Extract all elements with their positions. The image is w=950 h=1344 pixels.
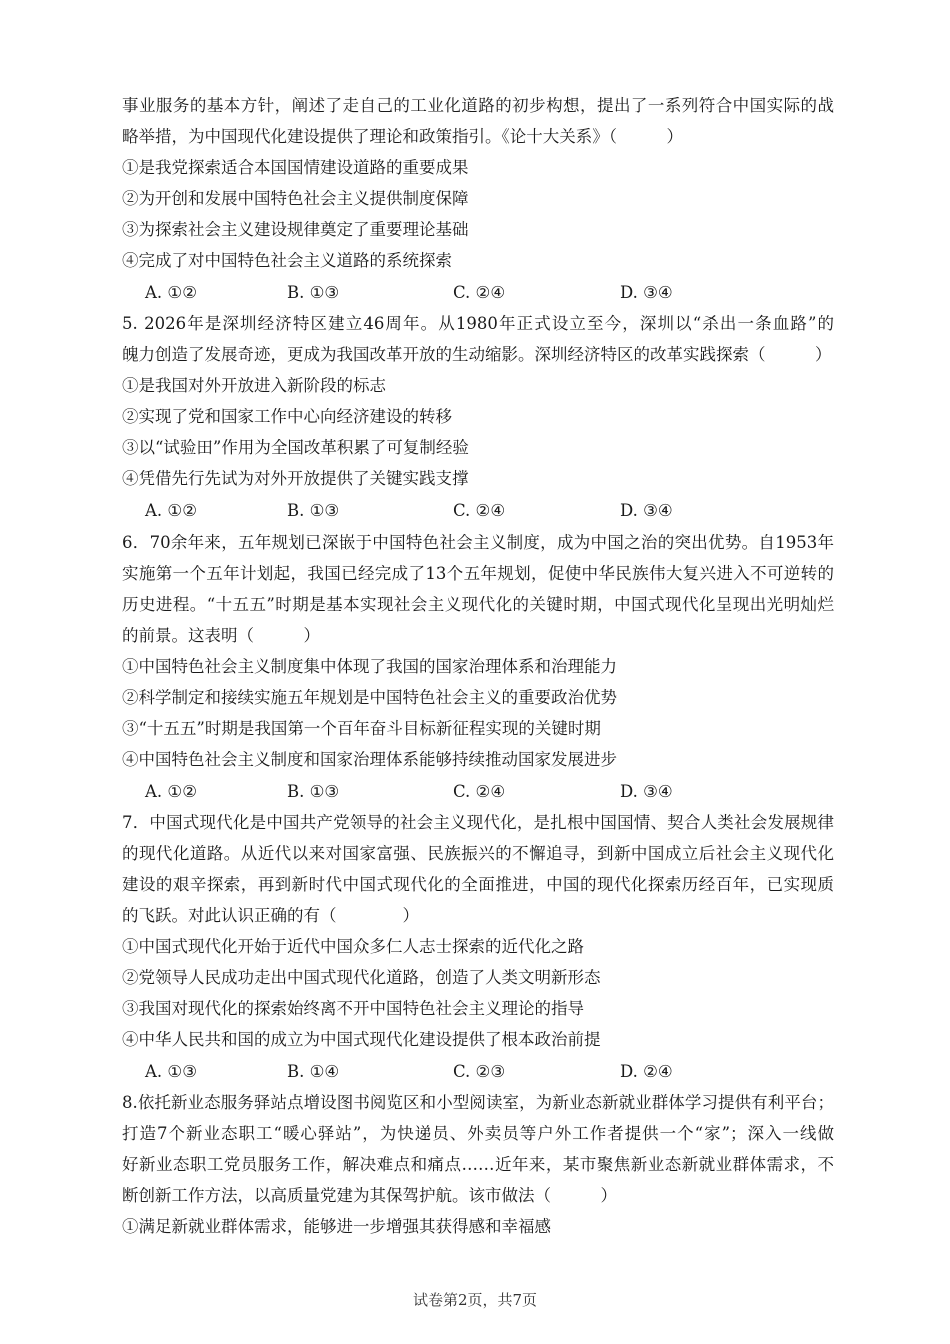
option-b: B. ①④ <box>287 1062 340 1081</box>
statement: ②为开创和发展中国特色社会主义提供制度保障 <box>122 189 469 208</box>
question-5-stem-line: 魄力创造了发展奇迹，更成为我国改革开放的生动缩影。深圳经济特区的改革实践探索（ ） <box>122 345 832 364</box>
option-a: A. ①② <box>145 782 197 801</box>
statement: ①满足新就业群体需求，能够进一步增强其获得感和幸福感 <box>122 1217 551 1236</box>
question-6-stem-line: 6．70余年来，五年规划已深嵌于中国特色社会主义制度，成为中国之治的突出优势。自1953年 <box>122 533 834 552</box>
question-6-stem-line: 历史进程。“十五五”时期是基本实现社会主义现代化的关键时期，中国式现代化呈现出光明灿烂 <box>122 595 834 614</box>
question-6-stem-line: 实施第一个五年计划起，我国已经完成了13个五年规划，促使中华民族伟大复兴进入不可逆转的 <box>122 564 834 583</box>
statement: ②党领导人民成功走出中国式现代化道路，创造了人类文明新形态 <box>122 968 601 987</box>
statement: ①中国式现代化开始于近代中国众多仁人志士探索的近代化之路 <box>122 937 584 956</box>
option-d: D. ③④ <box>620 283 673 302</box>
page-footer: 试卷第2页，共7页 <box>412 1291 538 1309</box>
question-7-stem-line: 建设的艰辛探索，再到新时代中国式现代化的全面推进，中国的现代化探索历经百年，已实现质 <box>122 875 834 894</box>
option-c: C. ②④ <box>453 782 506 801</box>
statement: ③我国对现代化的探索始终离不开中国特色社会主义理论的指导 <box>122 999 584 1018</box>
statement: ③以“试验田”作用为全国改革积累了可复制经验 <box>122 438 469 457</box>
option-d: D. ③④ <box>620 782 673 801</box>
statement: ③为探索社会主义建设规律奠定了重要理论基础 <box>122 220 469 239</box>
statement: ②实现了党和国家工作中心向经济建设的转移 <box>122 407 452 426</box>
stem-line: 略举措，为中国现代化建设提供了理论和政策指引。《论十大关系》（ ） <box>122 127 683 146</box>
question-8-stem-line: 8.依托新业态服务驿站点增设图书阅览区和小型阅读室，为新业态新就业群体学习提供有利平台； <box>122 1093 834 1112</box>
statement: ①是我党探索适合本国国情建设道路的重要成果 <box>122 158 469 177</box>
statement: ④中国特色社会主义制度和国家治理体系能够持续推动国家发展进步 <box>122 750 617 769</box>
statement: ②科学制定和接续实施五年规划是中国特色社会主义的重要政治优势 <box>122 688 617 707</box>
option-b: B. ①③ <box>287 501 340 520</box>
question-7-stem-line: 7．中国式现代化是中国共产党领导的社会主义现代化，是扎根中国国情、契合人类社会发展规律 <box>122 813 834 832</box>
option-b: B. ①③ <box>287 283 340 302</box>
question-8-stem-line: 断创新工作方法，以高质量党建为其保驾护航。该市做法（ ） <box>122 1186 617 1205</box>
option-a: A. ①② <box>145 283 197 302</box>
option-a: A. ①② <box>145 501 197 520</box>
question-8-stem-line: 打造7个新业态职工“暖心驿站”，为快递员、外卖员等户外工作者提供一个“家”；深入一线做 <box>122 1124 834 1143</box>
statement: ④凭借先行先试为对外开放提供了关键实践支撑 <box>122 469 469 488</box>
statement: ④完成了对中国特色社会主义道路的系统探索 <box>122 251 452 270</box>
statement: ④中华人民共和国的成立为中国式现代化建设提供了根本政治前提 <box>122 1030 601 1049</box>
option-a: A. ①③ <box>145 1062 197 1081</box>
stem-line: 事业服务的基本方针，阐述了走自己的工业化道路的初步构想，提出了一系列符合中国实际的战 <box>122 96 834 115</box>
option-c: C. ②③ <box>453 1062 506 1081</box>
option-c: C. ②④ <box>453 501 506 520</box>
statement: ①是我国对外开放进入新阶段的标志 <box>122 376 386 395</box>
question-7-stem-line: 的飞跃。对此认识正确的有（ ） <box>122 906 419 925</box>
option-d: D. ②④ <box>620 1062 673 1081</box>
option-b: B. ①③ <box>287 782 340 801</box>
question-6-stem-line: 的前景。这表明（ ） <box>122 626 320 645</box>
question-8-stem-line: 好新业态职工党员服务工作，解决难点和痛点……近年来，某市聚焦新业态新就业群体需求，不 <box>122 1155 834 1174</box>
question-5-stem-line: 5. 2026年是深圳经济特区建立46周年。从1980年正式设立至今，深圳以“杀出一条血路”的 <box>122 314 834 333</box>
question-7-stem-line: 的现代化道路。从近代以来对国家富强、民族振兴的不懈追寻，到新中国成立后社会主义现代化 <box>122 844 834 863</box>
option-c: C. ②④ <box>453 283 506 302</box>
statement: ③“十五五”时期是我国第一个百年奋斗目标新征程实现的关键时期 <box>122 719 601 738</box>
statement: ①中国特色社会主义制度集中体现了我国的国家治理体系和治理能力 <box>122 657 617 676</box>
option-d: D. ③④ <box>620 501 673 520</box>
